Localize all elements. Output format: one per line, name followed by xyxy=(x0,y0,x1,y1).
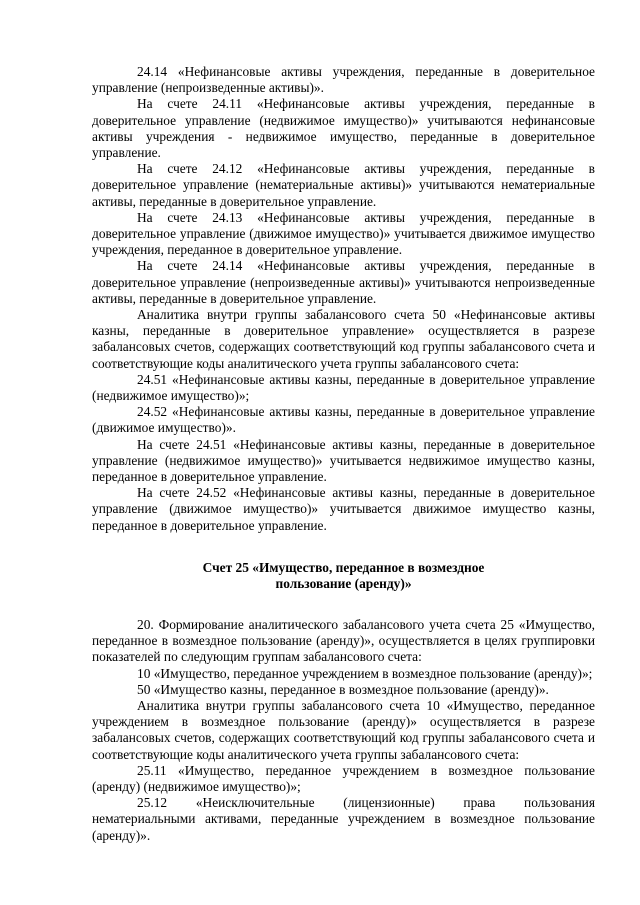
paragraph: 25.11 «Имущество, переданное учреждением в возмездное пользование (аренду) (недвижимое имущество)»; xyxy=(92,762,595,794)
section-heading-line: Счет 25 «Имущество, переданное в возмездное xyxy=(202,559,485,575)
paragraph: Аналитика внутри группы забалансового счета 10 «Имущество, переданное учреждением в возмездное пользование (аренду)» осуществляется в разрезе забалансовых счетов, содержащих соответствующий код группы забалансового счета и соответствующие коды аналитического учета группы забалансового счета: xyxy=(92,697,595,762)
paragraph: 10 «Имущество, переданное учреждением в возмездное пользование (аренду)»; xyxy=(137,665,593,681)
paragraph: 25.12 «Неисключительные (лицензионные) права пользования нематериальными активами, переданные учреждением в возмездное пользование (аренду)». xyxy=(92,795,595,843)
paragraph: Аналитика внутри группы забалансового счета 50 «Нефинансовые активы казны, переданные в доверительное управление» осуществляется в разрезе забалансовых счетов, содержащих соответствующий код группы забалансового счета и соответствующие коды аналитического учета группы забалансового счета: xyxy=(92,307,595,371)
paragraph: На счете 24.13 «Нефинансовые активы учреждения, переданные в доверительное управление (движимое имущество)» учитывается движимое имущество учреждения, переданное в доверительное управление. xyxy=(92,209,595,258)
paragraph: На счете 24.51 «Нефинансовые активы казны, переданные в доверительное управление (недвижимое имущество)» учитывается недвижимое имущество казны, переданное в доверительное управление. xyxy=(92,436,595,485)
document-body xyxy=(92,64,595,844)
paragraph: На счете 24.52 «Нефинансовые активы казны, переданные в доверительное управление (движимое имущество)» учитывается движимое имущество казны, переданное в доверительное управление. xyxy=(92,485,595,533)
paragraph: 24.14 «Нефинансовые активы учреждения, переданные в доверительное управление (непроизведенные активы)». xyxy=(92,64,595,96)
paragraph: 24.51 «Нефинансовые активы казны, переданные в доверительное управление (недвижимое имущество)»; xyxy=(92,371,595,404)
paragraph: 20. Формирование аналитического забалансового учета счета 25 «Имущество, переданное в возмездное пользование (аренду)», осуществляется в целях группировки показателей по следующим группам забалансового счета: xyxy=(92,616,595,665)
section-heading xyxy=(92,560,595,593)
paragraph: 50 «Имущество казны, переданное в возмездное пользование (аренду)». xyxy=(137,681,549,697)
paragraph: На счете 24.14 «Нефинансовые активы учреждения, переданные в доверительное управление (непроизведенные активы)» учитываются непроизведенные активы, переданные в доверительное управление. xyxy=(92,258,595,306)
paragraph: 24.52 «Нефинансовые активы казны, переданные в доверительное управление (движимое имущество)». xyxy=(92,404,595,436)
paragraph: На счете 24.11 «Нефинансовые активы учреждения, переданные в доверительное управление (недвижимое имущество)» учитываются нефинансовые активы учреждения - недвижимое имущество, переданные в доверительное управление. xyxy=(92,96,595,161)
section-heading-line: пользование (аренду)» xyxy=(275,576,412,592)
paragraph: На счете 24.12 «Нефинансовые активы учреждения, переданные в доверительное управление (нематериальные активы)» учитываются нематериальные активы, переданные в доверительное управление. xyxy=(92,161,595,209)
